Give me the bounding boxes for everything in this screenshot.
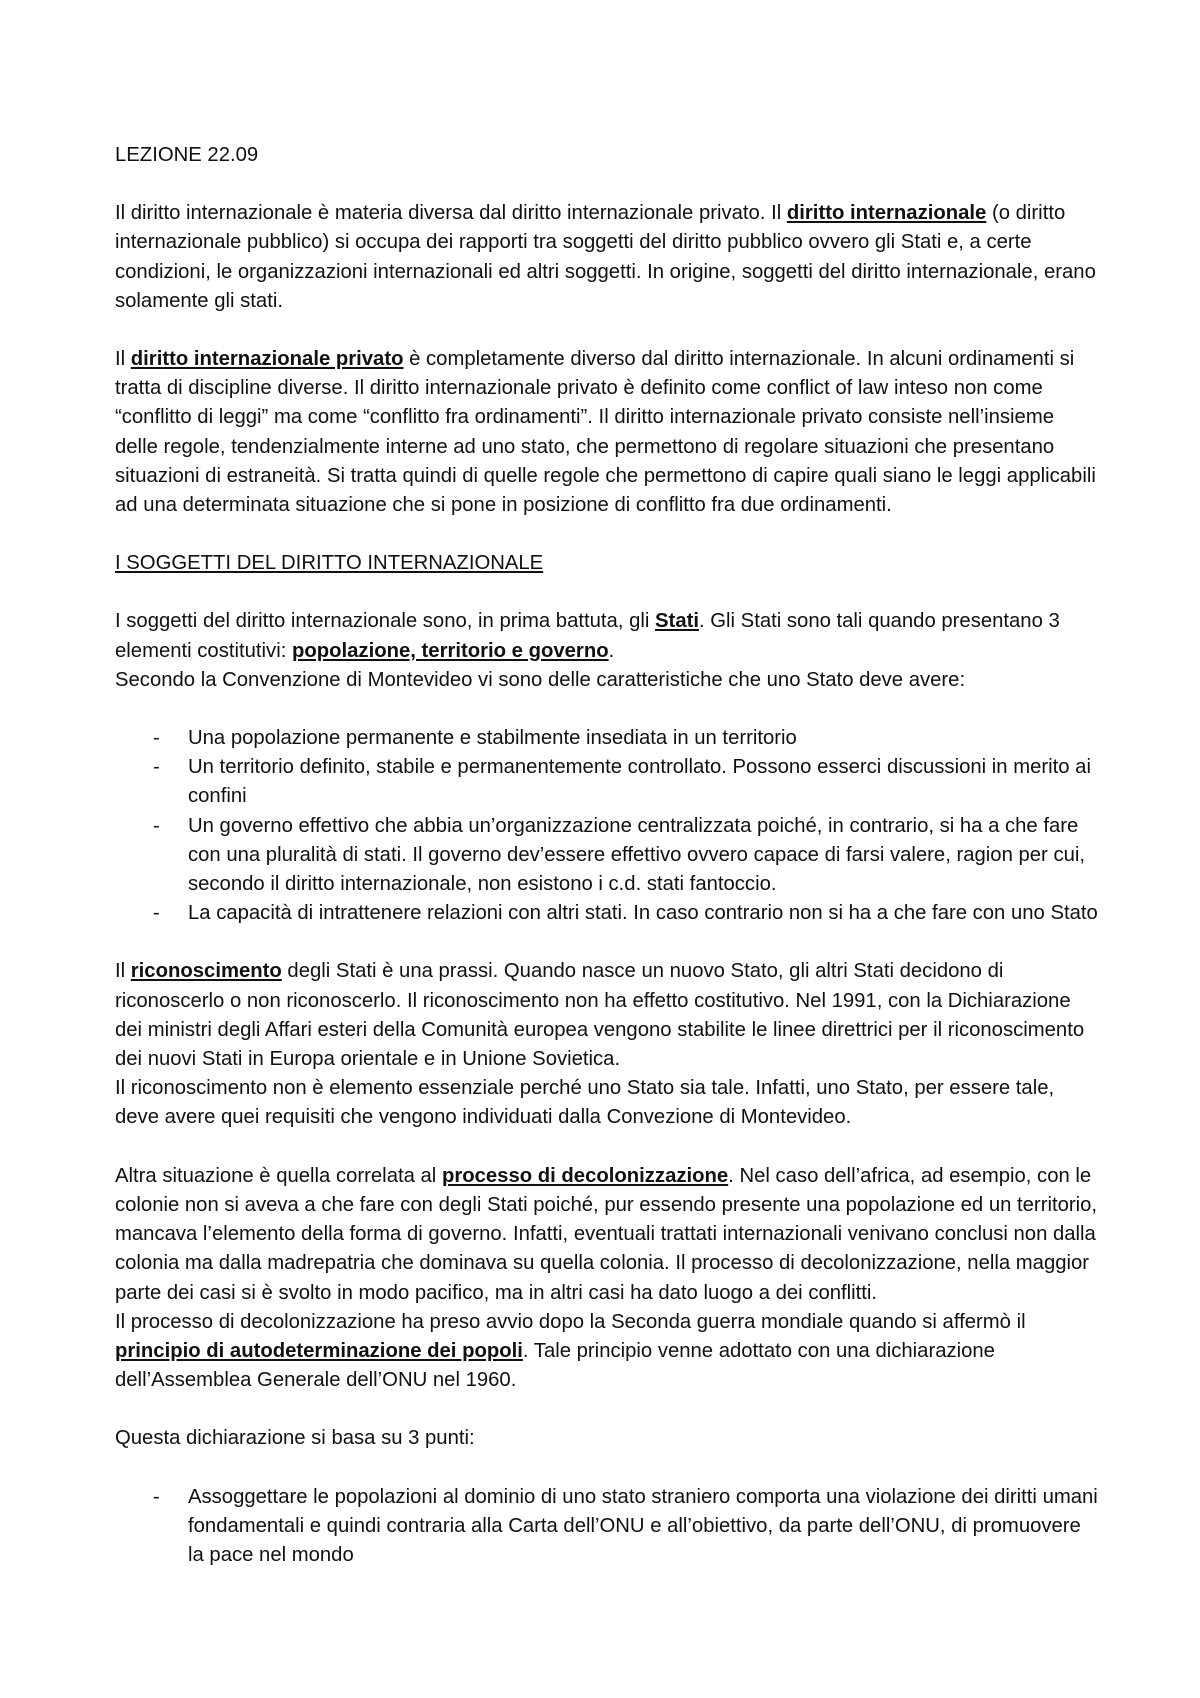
list-punti: [115, 1483, 1100, 1571]
paragraph-intro: Il diritto internazionale è materia diversa dal diritto internazionale privato. Il diritto internazionale (o diritto internazionale pubblico) si occupa dei rapporti tra soggetti del diritto pubblico ovvero gli Stati e, a certe condizioni, le organizzazioni internazionali ed altri soggetti. In origine, soggetti del diritto internazionale, erano solamente gli stati.: [115, 202, 1096, 312]
list-item: - Un territorio definito, stabile e permanentemente controllato. Possono esserci discussioni in merito ai confini: [115, 753, 1100, 811]
paragraph-montevideo: Secondo la Convenzione di Montevideo vi sono delle caratteristiche che uno Stato deve avere:: [115, 668, 966, 691]
document-page: [115, 141, 1100, 1570]
list-item: - Una popolazione permanente e stabilmente insediata in un territorio: [115, 724, 1100, 753]
term-riconoscimento: riconoscimento: [130, 960, 282, 983]
paragraph-riconoscimento: Il riconoscimento degli Stati è una prassi. Quando nasce un nuovo Stato, gli altri Stati decidono di riconoscerlo o non riconoscerlo. Il riconoscimento non ha effetto costitutivo. Nel 1991, con la Dichiarazione dei ministri degli Affari esteri della Comunità europea vengono stabilite le linee direttrici per il riconoscimento dei nuovi Stati in Europa orientale e in Unione Sovietica.: [115, 960, 1085, 1071]
list-caratteristiche: [115, 724, 1100, 928]
paragraph-dip: Il diritto internazionale privato è completamente diverso dal diritto internazionale. In alcuni ordinamenti si tratta di discipline diverse. Il diritto internazionale privato è definito come conflict of law inteso non come “conflitto di leggi” ma come “conflitto fra ordinamenti”. Il diritto internazionale privato consiste nell’insieme delle regole, tendenzialmente interne ad uno stato, che permettono di regolare situazioni che presentano situazioni di estraneità. Si tratta quindi di quelle regole che permettono di capire quali siano le leggi applicabili ad una determinata situazione che si pone in posizione di conflitto fra due ordinamenti.: [115, 348, 1096, 517]
lesson-title: LEZIONE 22.09: [115, 144, 259, 166]
list-item: - Assoggettare le popolazioni al dominio di uno stato straniero comporta una violazione dei diritti umani fondamentali e quindi contraria alla Carta dell’ONU e all’obiettivo, da parte dell’ONU, di promuovere la pace nel mondo: [115, 1483, 1100, 1571]
list-item: - La capacità di intrattenere relazioni con altri stati. In caso contrario non si ha a che fare con uno Stato: [115, 899, 1100, 928]
paragraph-dichiarazione: Questa dichiarazione si basa su 3 punti:: [115, 1427, 475, 1450]
paragraph-soggetti: I soggetti del diritto internazionale sono, in prima battuta, gli Stati. Gli Stati sono tali quando presentano 3 elementi costitutivi: popolazione, territorio e governo.: [115, 610, 1060, 662]
term-autodeterminazione: principio di autodeterminazione dei popoli: [115, 1339, 523, 1362]
paragraph-riconoscimento-2: Il riconoscimento non è elemento essenziale perché uno Stato sia tale. Infatti, uno Stato, per essere tale, deve avere quei requisiti che vengono individuati dalla Convezione di Montevideo.: [115, 1077, 1055, 1129]
term-diritto-internazionale-privato: diritto internazionale privato: [130, 348, 404, 371]
term-processo-decolonizzazione: processo di decolonizzazione: [441, 1164, 729, 1187]
section-heading: I SOGGETTI DEL DIRITTO INTERNAZIONALE: [115, 552, 544, 575]
list-item: - Un governo effettivo che abbia un’organizzazione centralizzata poiché, in contrario, si ha a che fare con una pluralità di stati. Il governo dev’essere effettivo ovvero capace di farsi valere, ragion per cui, secondo il diritto internazionale, non esistono i c.d. stati fantoccio.: [115, 812, 1100, 900]
paragraph-decolonizzazione: Altra situazione è quella correlata al processo di decolonizzazione. Nel caso dell’africa, ad esempio, con le colonie non si aveva a che fare con degli Stati poiché, pur essendo presente una popolazione ed un territorio, mancava l’elemento della forma di governo. Infatti, eventuali trattati internazionali venivano conclusi non dalla colonia ma dalla madrepatria che dominava su quella colonia. Il processo di decolonizzazione, nella maggior parte dei casi si è svolto in modo pacifico, ma in altri casi ha dato luogo a dei conflitti.: [115, 1164, 1098, 1304]
term-diritto-internazionale: diritto internazionale: [786, 202, 987, 225]
term-stati: Stati: [655, 610, 699, 633]
term-elementi-costitutivi: popolazione, territorio e governo: [291, 639, 609, 662]
paragraph-autodeterminazione: Il processo di decolonizzazione ha preso avvio dopo la Seconda guerra mondiale quando si affermò il principio di autodeterminazione dei popoli. Tale principio venne adottato con una dichiarazione dell’Assemblea Generale dell’ONU nel 1960.: [115, 1310, 1026, 1392]
